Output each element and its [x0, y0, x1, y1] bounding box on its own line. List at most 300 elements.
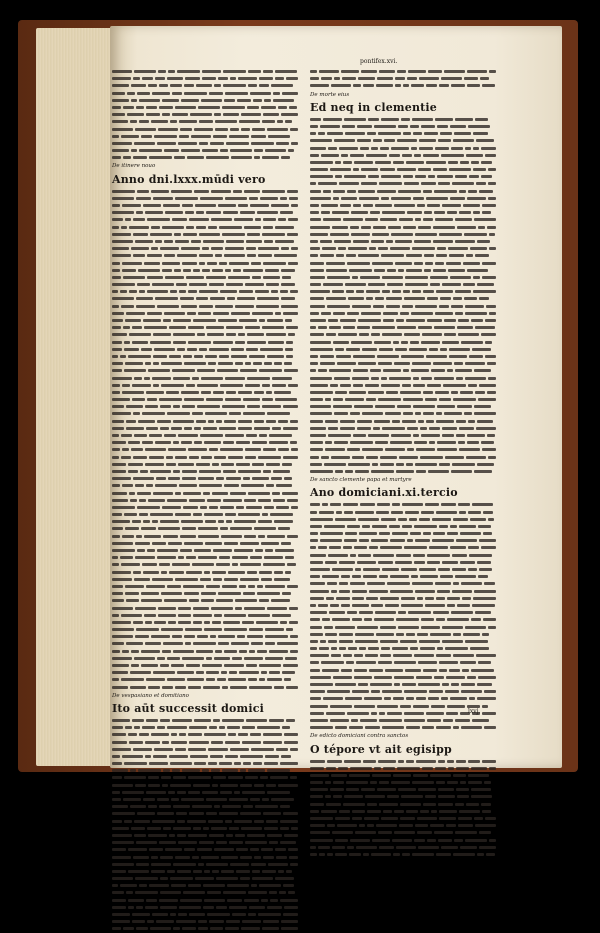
word-glyph [379, 846, 394, 849]
word-glyph [465, 147, 471, 150]
word-glyph [180, 549, 192, 552]
word-glyph [320, 539, 342, 542]
word-glyph [141, 135, 152, 138]
word-glyph [310, 218, 321, 221]
word-glyph [145, 463, 164, 466]
text-line [310, 552, 500, 559]
word-glyph [289, 197, 298, 200]
word-glyph [420, 575, 438, 578]
word-glyph [221, 870, 234, 873]
word-glyph [212, 492, 228, 495]
word-glyph [413, 774, 428, 777]
word-glyph [135, 556, 155, 559]
word-glyph [328, 554, 348, 557]
word-glyph [451, 305, 463, 308]
word-glyph [225, 377, 245, 380]
word-glyph [269, 891, 277, 894]
text-line [112, 518, 302, 525]
word-glyph [288, 848, 298, 851]
word-glyph [471, 669, 494, 672]
word-glyph [477, 240, 490, 243]
text-line [310, 260, 500, 267]
word-glyph [396, 846, 416, 849]
word-glyph [219, 812, 238, 815]
word-glyph [112, 671, 128, 674]
word-glyph [327, 760, 342, 763]
text-line [112, 231, 302, 238]
text-line [112, 461, 302, 468]
word-glyph [437, 405, 455, 408]
word-glyph [344, 795, 363, 798]
word-glyph [425, 262, 433, 265]
word-glyph [262, 513, 268, 516]
word-glyph [245, 456, 256, 459]
word-glyph [175, 456, 187, 459]
word-glyph [355, 470, 369, 473]
word-glyph [246, 719, 267, 722]
word-glyph [331, 654, 341, 657]
word-glyph [475, 611, 491, 614]
word-glyph [275, 877, 294, 880]
word-glyph [350, 554, 356, 557]
word-glyph [236, 848, 248, 851]
word-glyph [361, 70, 377, 73]
word-glyph [258, 535, 265, 538]
word-glyph [188, 686, 201, 689]
word-glyph [455, 218, 472, 221]
word-glyph [369, 669, 383, 672]
word-glyph [139, 290, 145, 293]
word-glyph [123, 326, 130, 329]
word-glyph [436, 781, 445, 784]
word-glyph [162, 741, 169, 744]
word-glyph [162, 269, 172, 272]
word-glyph [180, 535, 196, 538]
word-glyph [478, 575, 488, 578]
word-glyph [350, 582, 365, 585]
word-glyph [421, 182, 436, 185]
word-glyph [212, 463, 219, 466]
word-glyph [148, 776, 159, 779]
word-glyph [426, 712, 444, 715]
word-glyph [122, 448, 129, 451]
word-glyph [207, 499, 221, 502]
word-glyph [223, 470, 236, 473]
word-glyph [237, 297, 255, 300]
word-glyph [391, 434, 411, 437]
word-glyph [396, 633, 404, 636]
word-glyph [352, 604, 369, 607]
word-glyph [254, 427, 270, 430]
word-glyph [448, 247, 468, 250]
text-line [112, 533, 302, 540]
word-glyph [465, 362, 485, 365]
word-glyph [196, 463, 210, 466]
word-glyph [335, 348, 344, 351]
word-glyph [486, 305, 496, 308]
word-glyph [282, 463, 292, 466]
word-glyph [410, 532, 421, 535]
word-glyph [199, 305, 213, 308]
word-glyph [238, 420, 252, 423]
word-glyph [152, 283, 174, 286]
word-glyph [201, 377, 223, 380]
word-glyph [175, 197, 198, 200]
word-glyph [310, 175, 333, 178]
word-glyph [340, 384, 351, 387]
word-glyph [403, 290, 410, 293]
word-glyph [320, 640, 326, 643]
word-glyph [439, 661, 458, 664]
word-glyph [112, 856, 131, 859]
section-caption: De edicto domiciani contra sanctos [310, 733, 409, 740]
word-glyph [353, 204, 361, 207]
word-glyph [453, 139, 474, 142]
word-glyph [353, 355, 375, 358]
word-glyph [380, 626, 396, 629]
word-glyph [259, 369, 282, 372]
word-glyph [445, 690, 459, 693]
word-glyph [263, 812, 281, 815]
word-glyph [328, 319, 338, 322]
word-glyph [220, 448, 243, 451]
word-glyph [225, 269, 231, 272]
word-glyph [433, 168, 447, 171]
word-glyph [452, 463, 475, 466]
word-glyph [439, 669, 447, 672]
word-glyph [418, 661, 437, 664]
word-glyph [450, 125, 466, 128]
text-line [112, 75, 302, 82]
word-glyph [133, 748, 152, 751]
word-glyph [251, 135, 266, 138]
word-glyph [438, 839, 452, 842]
word-glyph [401, 118, 410, 121]
word-glyph [321, 312, 331, 315]
word-glyph [177, 70, 200, 73]
word-glyph [120, 355, 126, 358]
word-glyph [310, 853, 317, 856]
word-glyph [168, 448, 186, 451]
word-glyph [244, 499, 256, 502]
word-glyph [182, 477, 196, 480]
word-glyph [155, 441, 171, 444]
word-glyph [207, 262, 217, 265]
word-glyph [366, 597, 378, 600]
word-glyph [429, 690, 443, 693]
word-glyph [363, 760, 376, 763]
word-glyph [122, 791, 144, 794]
word-glyph [390, 590, 413, 593]
word-glyph [403, 84, 409, 87]
word-glyph [169, 571, 184, 574]
word-glyph [213, 549, 232, 552]
word-glyph [179, 120, 197, 123]
word-glyph [410, 647, 418, 650]
word-glyph [434, 211, 445, 214]
word-glyph [380, 456, 397, 459]
word-glyph [363, 204, 373, 207]
word-glyph [158, 128, 178, 131]
text-line [310, 681, 500, 688]
word-glyph [401, 604, 423, 607]
word-glyph [232, 563, 238, 566]
word-glyph [310, 575, 320, 578]
word-glyph [374, 420, 390, 423]
word-glyph [425, 795, 436, 798]
word-glyph [137, 492, 151, 495]
word-glyph [245, 448, 261, 451]
word-glyph [177, 254, 197, 257]
word-glyph [355, 831, 376, 834]
word-glyph [360, 276, 380, 279]
word-glyph [320, 532, 343, 535]
word-glyph [382, 333, 402, 336]
word-glyph [240, 563, 261, 566]
word-glyph [245, 841, 267, 844]
word-glyph [439, 233, 462, 236]
word-glyph [167, 499, 187, 502]
word-glyph [404, 546, 427, 549]
word-glyph [254, 156, 260, 159]
word-glyph [240, 856, 252, 859]
text-line [310, 82, 500, 89]
word-glyph [310, 118, 321, 121]
word-glyph [125, 592, 139, 595]
word-glyph [331, 456, 350, 459]
word-glyph [112, 776, 122, 779]
word-glyph [193, 827, 201, 830]
word-glyph [399, 218, 413, 221]
word-glyph [310, 333, 324, 336]
word-glyph [478, 226, 485, 229]
word-glyph [265, 755, 279, 758]
word-glyph [264, 362, 272, 365]
word-glyph [458, 441, 465, 444]
word-glyph [463, 283, 475, 286]
word-glyph [276, 484, 292, 487]
word-glyph [335, 626, 355, 629]
word-glyph [262, 870, 276, 873]
word-glyph [233, 190, 242, 193]
word-glyph [441, 77, 462, 80]
word-glyph [226, 391, 236, 394]
text-line [112, 403, 302, 410]
word-glyph [162, 784, 168, 787]
word-glyph [239, 319, 257, 322]
word-glyph [236, 870, 250, 873]
word-glyph [335, 518, 356, 521]
word-glyph [482, 262, 496, 265]
word-glyph [276, 856, 287, 859]
word-glyph [287, 585, 298, 588]
word-glyph [221, 535, 242, 538]
word-glyph [406, 254, 422, 257]
word-glyph [112, 798, 121, 801]
word-glyph [385, 448, 405, 451]
word-glyph [330, 384, 338, 387]
word-glyph [440, 348, 447, 351]
word-glyph [359, 539, 369, 542]
word-glyph [441, 154, 464, 157]
word-glyph [444, 333, 456, 336]
word-glyph [139, 149, 162, 152]
word-glyph [359, 532, 377, 535]
word-glyph [452, 182, 474, 185]
word-glyph [343, 503, 358, 506]
word-glyph [262, 120, 275, 123]
word-glyph [455, 719, 470, 722]
word-glyph [323, 697, 343, 700]
word-glyph [418, 326, 432, 329]
word-glyph [214, 848, 234, 851]
word-glyph [136, 841, 157, 844]
word-glyph [455, 175, 467, 178]
word-glyph [310, 427, 326, 430]
word-glyph [272, 427, 281, 430]
word-glyph [274, 686, 284, 689]
word-glyph [210, 635, 216, 638]
word-glyph [112, 542, 133, 545]
word-glyph [431, 369, 445, 372]
text-line [112, 188, 302, 195]
word-glyph [135, 891, 158, 894]
word-glyph [196, 297, 208, 300]
word-glyph [174, 233, 181, 236]
word-glyph [341, 154, 348, 157]
word-glyph [350, 767, 372, 770]
word-glyph [209, 348, 229, 351]
word-glyph [310, 132, 316, 135]
word-glyph [132, 920, 145, 923]
word-glyph [282, 92, 298, 95]
word-glyph [310, 139, 332, 142]
word-glyph [275, 77, 284, 80]
word-glyph [484, 781, 491, 784]
word-glyph [359, 824, 365, 827]
word-glyph [394, 683, 400, 686]
text-line [112, 774, 302, 781]
word-glyph [254, 527, 276, 530]
word-glyph [439, 305, 449, 308]
word-glyph [285, 657, 297, 660]
word-glyph [171, 190, 192, 193]
word-glyph [235, 305, 254, 308]
word-glyph [229, 906, 247, 909]
word-glyph [477, 853, 484, 856]
word-glyph [112, 614, 119, 617]
word-glyph [320, 125, 340, 128]
word-glyph [147, 920, 154, 923]
word-glyph [275, 240, 294, 243]
word-glyph [345, 132, 365, 135]
word-glyph [453, 633, 461, 636]
word-glyph [359, 647, 366, 650]
word-glyph [153, 355, 167, 358]
section-caption: De sancto clemente papa et martyre [310, 477, 412, 484]
word-glyph [254, 784, 264, 787]
word-glyph [194, 549, 211, 552]
word-glyph [137, 549, 145, 552]
word-glyph [402, 384, 411, 387]
word-glyph [135, 542, 150, 545]
word-glyph [160, 405, 171, 408]
word-glyph [489, 233, 495, 236]
word-glyph [482, 211, 491, 214]
word-glyph [157, 556, 176, 559]
word-glyph [150, 470, 171, 473]
word-glyph [159, 398, 182, 401]
word-glyph [374, 125, 396, 128]
word-glyph [264, 556, 283, 559]
word-glyph [133, 77, 140, 80]
word-glyph [310, 355, 318, 358]
word-glyph [267, 678, 282, 681]
word-glyph [246, 247, 256, 250]
word-glyph [410, 125, 419, 128]
word-glyph [167, 678, 185, 681]
word-glyph [310, 326, 316, 329]
word-glyph [214, 805, 220, 808]
word-glyph [198, 556, 217, 559]
word-glyph [194, 719, 211, 722]
word-glyph [199, 348, 207, 351]
word-glyph [219, 355, 229, 358]
word-glyph [339, 810, 350, 813]
word-glyph [488, 182, 496, 185]
word-glyph [347, 448, 360, 451]
word-glyph [182, 927, 196, 930]
word-glyph [456, 539, 477, 542]
word-glyph [380, 463, 394, 466]
word-glyph [394, 831, 415, 834]
word-glyph [216, 906, 227, 909]
word-glyph [137, 506, 160, 509]
word-glyph [163, 769, 170, 772]
word-glyph [280, 805, 290, 808]
word-glyph [447, 618, 469, 621]
word-glyph [380, 640, 398, 643]
word-glyph [420, 810, 429, 813]
word-glyph [222, 106, 245, 109]
word-glyph [224, 628, 247, 631]
word-glyph [112, 492, 127, 495]
word-glyph [368, 434, 389, 437]
word-glyph [310, 204, 319, 207]
word-glyph [310, 412, 332, 415]
word-glyph [418, 168, 431, 171]
word-glyph [468, 511, 481, 514]
word-glyph [321, 154, 339, 157]
word-glyph [151, 856, 158, 859]
word-glyph [318, 369, 327, 372]
word-glyph [258, 520, 272, 523]
word-glyph [289, 607, 298, 610]
word-glyph [455, 312, 463, 315]
word-glyph [423, 391, 433, 394]
word-glyph [404, 690, 427, 693]
word-glyph [277, 120, 283, 123]
word-glyph [283, 664, 298, 667]
word-glyph [242, 920, 261, 923]
word-glyph [333, 312, 345, 315]
word-glyph [435, 118, 453, 121]
word-glyph [461, 683, 475, 686]
word-glyph [147, 827, 161, 830]
word-glyph [175, 856, 190, 859]
word-glyph [310, 525, 322, 528]
word-glyph [368, 175, 379, 178]
